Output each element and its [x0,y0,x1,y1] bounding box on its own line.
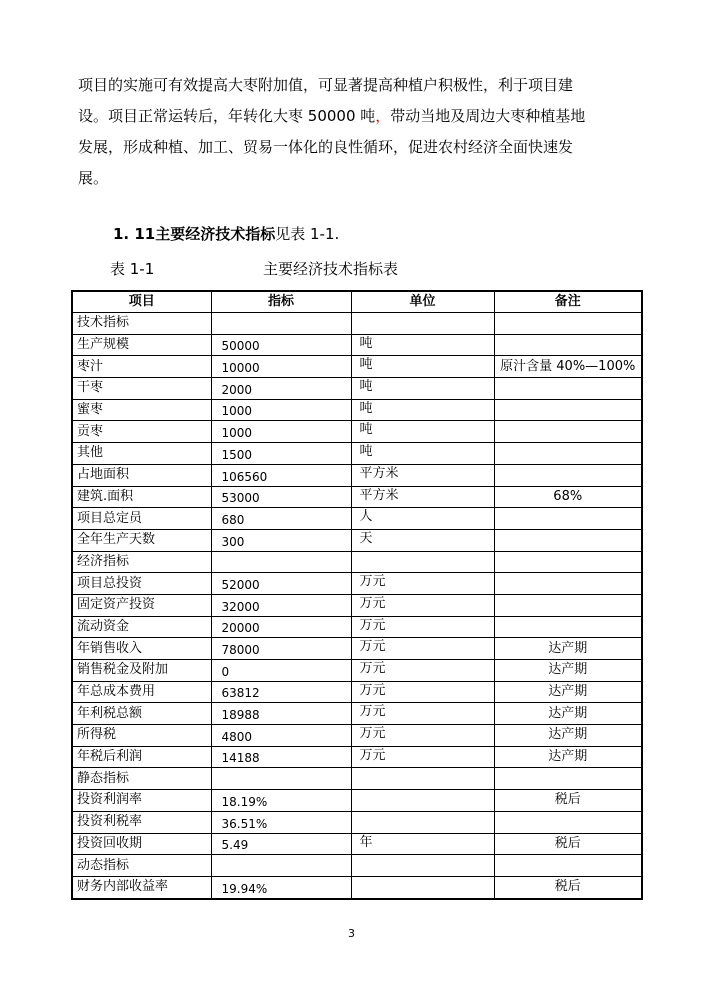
cell-unit: 万元 [351,681,494,703]
cell-unit [351,790,494,812]
cell-value: 0 [211,660,351,682]
cell-value: 19.94% [211,876,351,898]
table-row [72,681,642,703]
cell-unit: 万元 [351,573,494,595]
section-reference: 见表 1-1. [275,225,340,243]
red-comma: ， [375,107,391,125]
table-row [72,855,642,877]
cell-value: 18.19% [211,790,351,812]
cell-note: 税后 [494,876,642,898]
table-row [72,725,642,747]
cell-unit: 吨 [351,399,494,421]
cell-item: 投资利润率 [72,790,211,812]
table-row [72,356,642,378]
indicator-table [71,290,643,900]
paragraph-line: 展。 [78,169,109,187]
table-row [72,529,642,551]
header-unit: 单位 [351,291,494,313]
cell-item: 投资回收期 [72,833,211,855]
cell-item: 干枣 [72,378,211,400]
table-row [72,703,642,725]
cell-item: 年税后利润 [72,746,211,768]
table-row [72,768,642,790]
paragraph-text: 设。项目正常运转后，年转化大枣 50000 吨 [78,107,376,125]
cell-item: 年利税总额 [72,703,211,725]
table-row [72,876,642,898]
cell-note: 原汁含量 40%—100% [494,356,642,378]
cell-note [494,573,642,595]
paragraph-line: 项目的实施可有效提高大枣附加值，可显著提高种植户积极性，利于项目建 [78,76,574,94]
cell-item: 经济指标 [72,551,211,573]
table-row [72,746,642,768]
table-row [72,594,642,616]
table-header-row [72,291,642,313]
cell-unit: 吨 [351,334,494,356]
cell-note [494,378,642,400]
cell-value: 63812 [211,681,351,703]
section-title: 主要经济技术指标 [155,225,276,243]
cell-value: 680 [211,508,351,530]
cell-value: 53000 [211,486,351,508]
cell-value: 2000 [211,378,351,400]
cell-item: 投资利税率 [72,811,211,833]
header-item: 项目 [72,291,211,313]
cell-note [494,399,642,421]
cell-item: 固定资产投资 [72,594,211,616]
section-heading [113,221,339,247]
cell-note [494,855,642,877]
cell-value: 14188 [211,746,351,768]
cell-note: 达产期 [494,681,642,703]
cell-value: 5.49 [211,833,351,855]
cell-value: 36.51% [211,811,351,833]
cell-item: 蜜枣 [72,399,211,421]
cell-item: 所得税 [72,725,211,747]
cell-unit: 万元 [351,660,494,682]
cell-note: 达产期 [494,638,642,660]
table-row [72,811,642,833]
cell-note: 68% [494,486,642,508]
cell-value: 106560 [211,464,351,486]
cell-value: 78000 [211,638,351,660]
cell-unit: 万元 [351,594,494,616]
cell-note: 达产期 [494,725,642,747]
cell-item: 枣汁 [72,356,211,378]
cell-unit: 人 [351,508,494,530]
table-row [72,486,642,508]
table-row [72,421,642,443]
cell-item: 全年生产天数 [72,529,211,551]
cell-value [211,313,351,335]
cell-value: 300 [211,529,351,551]
cell-note: 达产期 [494,746,642,768]
cell-unit: 平方米 [351,486,494,508]
cell-note [494,768,642,790]
cell-value: 4800 [211,725,351,747]
cell-value [211,855,351,877]
cell-unit [351,768,494,790]
table-row [72,573,642,595]
table-row [72,334,642,356]
table-row [72,551,642,573]
cell-note [494,421,642,443]
cell-value: 18988 [211,703,351,725]
table-title: 主要经济技术指标表 [263,260,399,278]
cell-unit: 平方米 [351,464,494,486]
page-number: 3 [348,927,355,940]
cell-item: 技术指标 [72,313,211,335]
cell-unit: 万元 [351,703,494,725]
cell-value: 32000 [211,594,351,616]
cell-unit: 吨 [351,443,494,465]
cell-value [211,768,351,790]
table-row [72,833,642,855]
cell-item: 其他 [72,443,211,465]
cell-note: 税后 [494,833,642,855]
cell-note [494,811,642,833]
cell-item: 流动资金 [72,616,211,638]
cell-item: 贡枣 [72,421,211,443]
table-row [72,660,642,682]
cell-value: 1000 [211,421,351,443]
cell-unit: 吨 [351,421,494,443]
cell-item: 项目总定员 [72,508,211,530]
cell-note [494,616,642,638]
cell-item: 年销售收入 [72,638,211,660]
table-row [72,443,642,465]
cell-unit [351,551,494,573]
cell-item: 占地面积 [72,464,211,486]
header-value: 指标 [211,291,351,313]
cell-item: 建筑.面积 [72,486,211,508]
cell-value: 1000 [211,399,351,421]
header-note: 备注 [494,291,642,313]
cell-unit: 天 [351,529,494,551]
cell-value: 52000 [211,573,351,595]
cell-value [211,551,351,573]
table-label: 表 1-1 [110,260,155,278]
cell-note: 达产期 [494,703,642,725]
cell-value: 10000 [211,356,351,378]
cell-value: 50000 [211,334,351,356]
cell-item: 生产规模 [72,334,211,356]
cell-item: 销售税金及附加 [72,660,211,682]
cell-note [494,529,642,551]
cell-note [494,508,642,530]
cell-unit: 吨 [351,378,494,400]
table-body [72,313,642,899]
cell-unit [351,313,494,335]
cell-unit [351,876,494,898]
cell-unit: 万元 [351,616,494,638]
table-row [72,616,642,638]
cell-note [494,551,642,573]
cell-unit [351,811,494,833]
intro-paragraph [78,70,638,194]
cell-note: 税后 [494,790,642,812]
paragraph-text: 带动当地及周边大枣种植基地 [390,107,586,125]
cell-unit [351,855,494,877]
section-number: 1. 11 [113,225,156,243]
paragraph-line: 发展，形成种植、加工、贸易一体化的良性循环，促进农村经济全面快速发 [78,138,574,156]
table-row [72,790,642,812]
cell-note [494,464,642,486]
cell-note [494,334,642,356]
table-row [72,638,642,660]
table-row [72,508,642,530]
cell-item: 动态指标 [72,855,211,877]
cell-note: 达产期 [494,660,642,682]
cell-unit: 万元 [351,725,494,747]
cell-item: 年总成本费用 [72,681,211,703]
cell-note [494,443,642,465]
table-row [72,464,642,486]
table-row [72,313,642,335]
table-row [72,378,642,400]
cell-note [494,594,642,616]
cell-unit: 万元 [351,638,494,660]
cell-value: 20000 [211,616,351,638]
cell-unit: 吨 [351,356,494,378]
cell-item: 静态指标 [72,768,211,790]
cell-item: 项目总投资 [72,573,211,595]
cell-value: 1500 [211,443,351,465]
cell-note [494,313,642,335]
table-row [72,399,642,421]
cell-unit: 年 [351,833,494,855]
cell-item: 财务内部收益率 [72,876,211,898]
cell-unit: 万元 [351,746,494,768]
paragraph-line [78,101,638,132]
